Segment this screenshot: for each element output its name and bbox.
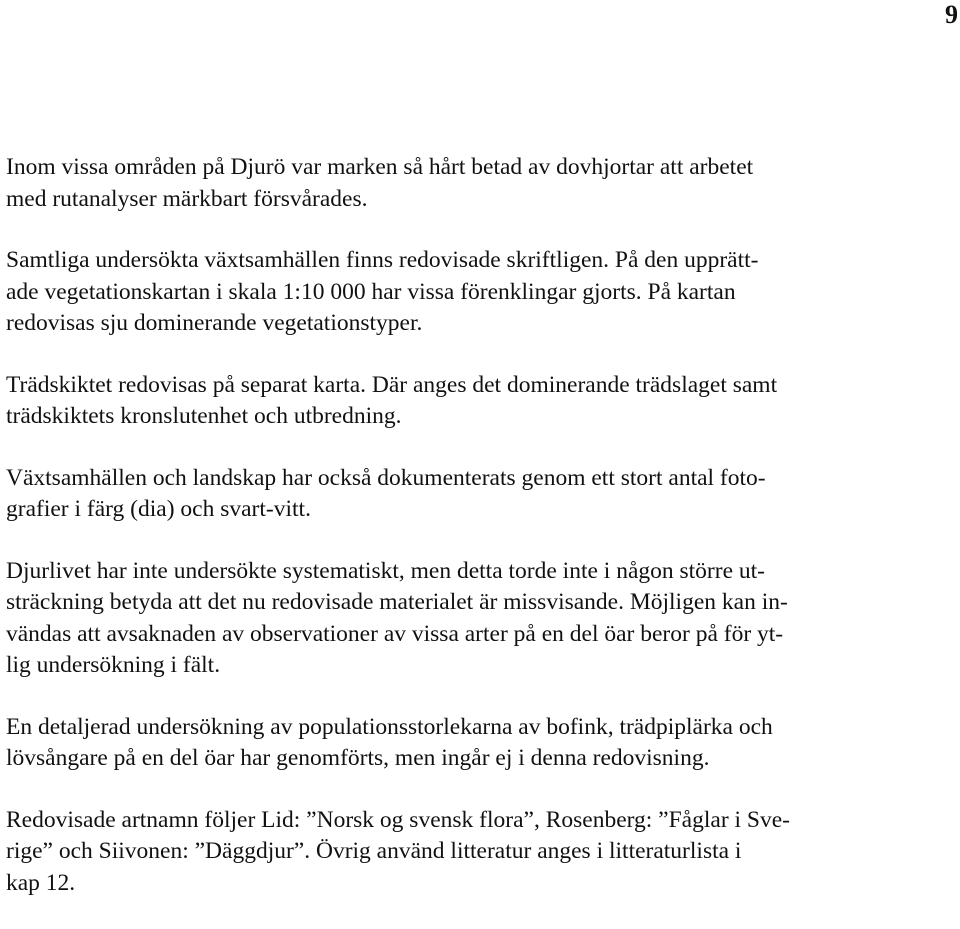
body-text bbox=[6, 152, 946, 929]
page-number: 9 bbox=[945, 0, 958, 29]
paragraph-grazing: Inom vissa områden på Djurö var marken så hårt betad av dovhjortar att arbetet med rutanalyser märkbart försvårades. bbox=[6, 154, 754, 212]
paragraph-wildlife: Djurlivet har inte undersökte systematiskt, men detta torde inte i någon större ut- sträckning betyda att det nu redovisade materialet är missvisande. Möjligen kan in- vändas att avsaknaden av observationer av vissa arter på en del öar beror på för yt- lig undersökning i fält. bbox=[6, 557, 788, 678]
paragraph-tree-layer: Trädskiktet redovisas på separat karta. Där anges det dominerande trädslaget samt trädskiktets kronslutenhet och utbredning. bbox=[6, 371, 778, 429]
paragraph-population-study: En detaljerad undersökning av populationsstorlekarna av bofink, trädpiplärka och lövsångare på en del öar har genomförts, men ingår ej i denna redovisning. bbox=[6, 713, 773, 771]
paragraph-vegetation-map: Samtliga undersökta växtsamhällen finns redovisade skriftligen. På den upprätt- ade vegetationskartan i skala 1:10 000 har vissa förenklingar gjorts. På kartan redovisas sju dominerande vegetationstyper. bbox=[6, 247, 759, 336]
paragraph-species-names: Redovisade artnamn följer Lid: ”Norsk og svensk flora”, Rosenberg: ”Fåglar i Sve- rige” och Siivonen: ”Däggdjur”. Övrig använd litteratur anges i litteraturlista i kap 12. bbox=[6, 806, 791, 896]
paragraph-photographs: Växtsamhällen och landskap har också dokumenterats genom ett stort antal foto- grafier i färg (dia) och svart-vitt. bbox=[6, 464, 766, 522]
